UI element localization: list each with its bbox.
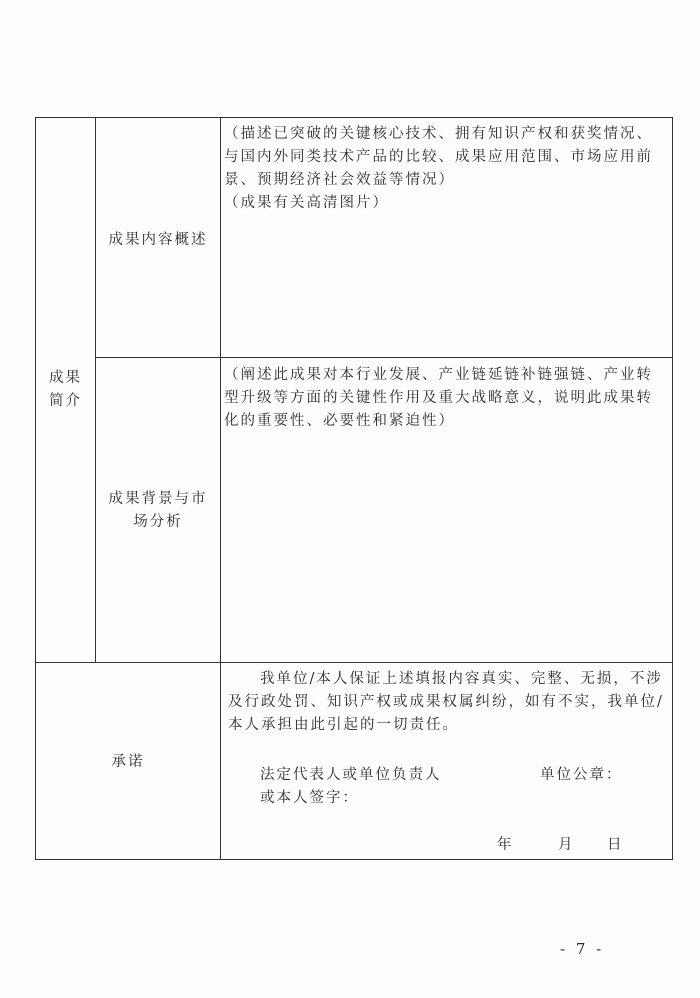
signer-label-2: 或本人签字： <box>260 790 359 806</box>
date-day: 日 <box>607 837 624 853</box>
content-overview-hint <box>224 123 672 215</box>
date-year: 年 <box>497 837 514 853</box>
date-month: 月 <box>558 837 575 853</box>
page-number: - 7 - <box>560 940 605 958</box>
section-label-line: 成果 <box>49 370 82 386</box>
pledge-line: 我单位/本人保证上述填报内容真实、完整、无损，不涉 <box>260 671 663 687</box>
row-label-content-overview: 成果内容概述 <box>108 232 208 248</box>
table-row-divider-1 <box>95 357 673 358</box>
row-label-pledge: 承诺 <box>111 754 145 770</box>
table-row-divider-2 <box>35 662 673 663</box>
row-label-background-market <box>96 488 220 534</box>
pledge-text <box>228 668 668 737</box>
table-bottom-border <box>35 859 673 860</box>
hint-line: 化的重要性、必要性和紧迫性） <box>224 413 455 429</box>
hint-line: 与国内外同类技术产品的比较、成果应用范围、市场应用前 <box>224 149 653 165</box>
section-label-line: 简介 <box>49 393 82 409</box>
label-line: 成果背景与市 <box>108 491 208 507</box>
background-hint <box>224 364 672 433</box>
table-right-border <box>672 117 673 860</box>
pledge-line: 本人承担由此引起的一切责任。 <box>228 717 459 733</box>
hint-line: （阐述此成果对本行业发展、产业链延链补链强链、产业转 <box>224 367 653 383</box>
table-col-divider-2 <box>220 117 221 860</box>
signer-label: 法定代表人或单位负责人 <box>260 767 442 783</box>
table-col-divider-1 <box>95 117 96 663</box>
pledge-line: 及行政处罚、知识产权或成果权属纠纷，如有不实，我单位/ <box>228 694 664 710</box>
section-label-achievement-intro <box>36 367 95 413</box>
table-top-border <box>35 117 673 118</box>
label-line: 场分析 <box>133 514 183 530</box>
hint-line: 型升级等方面的关键性作用及重大战略意义，说明此成果转 <box>224 390 653 406</box>
hint-line: （描述已突破的关键核心技术、拥有知识产权和获奖情况、 <box>224 126 653 142</box>
seal-label: 单位公章： <box>540 767 623 783</box>
hint-line: （成果有关高清图片） <box>224 195 389 211</box>
hint-line: 景、预期经济社会效益等情况） <box>224 172 455 188</box>
table-left-border <box>35 117 36 860</box>
